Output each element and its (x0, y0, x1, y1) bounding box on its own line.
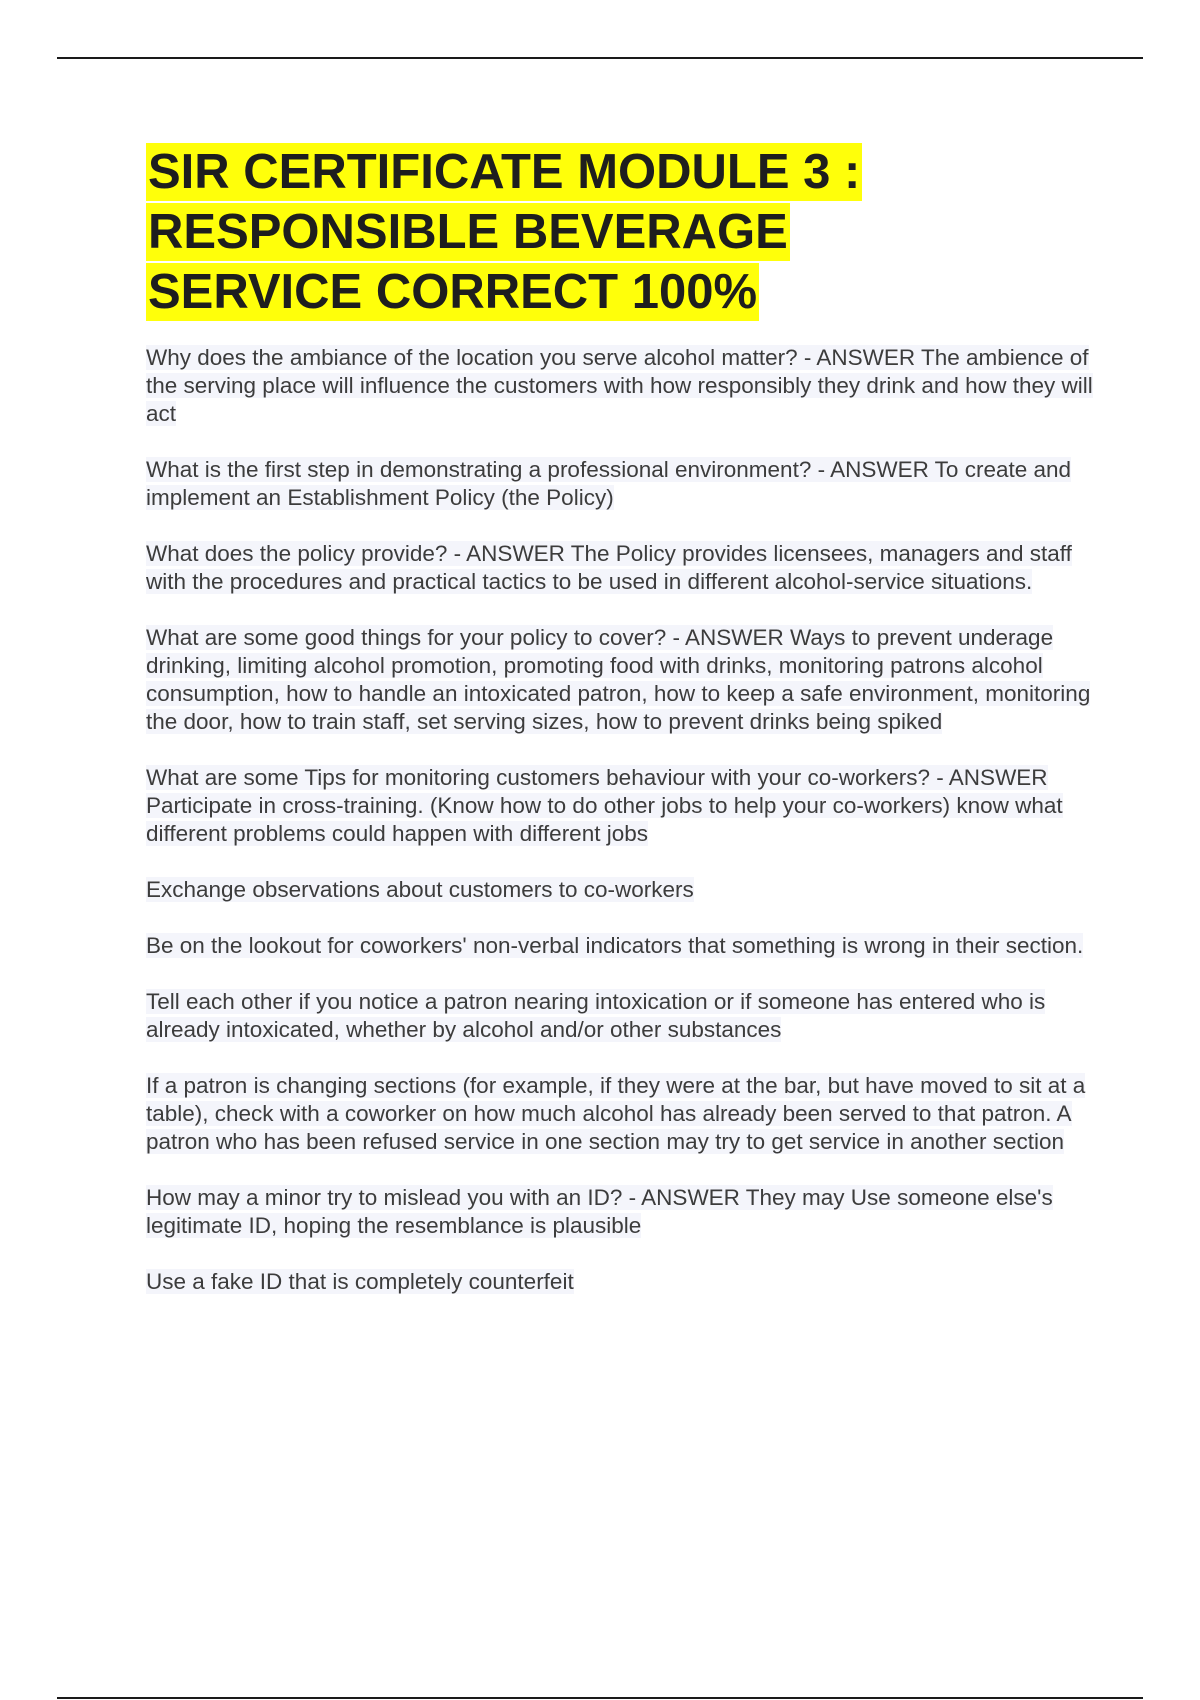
title-line-3: SERVICE CORRECT 100% (148, 265, 758, 319)
bottom-rule (57, 1697, 1143, 1699)
paragraph-fake-id (146, 1268, 1096, 1296)
paragraph-text: Use a fake ID that is completely counterfeit (146, 1269, 574, 1294)
paragraph-monitoring-tips (146, 764, 1096, 848)
paragraph-changing-sections (146, 1072, 1096, 1156)
paragraph-text: What is the first step in demonstrating a professional environment? - ANSWER To create and implement an Establishment Policy (the Policy) (146, 457, 1072, 510)
paragraph-tell-each-other (146, 988, 1096, 1044)
paragraph-policy-cover (146, 624, 1096, 736)
paragraph-text: Why does the ambiance of the location you serve alcohol matter? - ANSWER The ambience of the serving place will influence the customers with how responsibly they drink and how they will act (146, 345, 1093, 426)
paragraph-first-step (146, 456, 1096, 512)
paragraph-text: If a patron is changing sections (for example, if they were at the bar, but have moved to sit at a table), check with a coworker on how much alcohol has already been served to that patron. A patron who has been refused service in one section may try to get service in another section (146, 1073, 1086, 1154)
document-title (146, 142, 1096, 322)
paragraph-text: What does the policy provide? - ANSWER The Policy provides licensees, managers and staff with the procedures and practical tactics to be used in different alcohol-service situations. (146, 541, 1072, 594)
paragraph-ambiance (146, 344, 1096, 428)
document-body (146, 142, 1096, 1324)
qa-list (146, 344, 1096, 1296)
paragraph-exchange-observations (146, 876, 1096, 904)
paragraph-text: Exchange observations about customers to co-workers (146, 877, 694, 902)
paragraph-text: Tell each other if you notice a patron nearing intoxication or if someone has entered who is already intoxicated, whether by alcohol and/or other substances (146, 989, 1046, 1042)
top-rule (57, 57, 1143, 59)
paragraph-minor-id (146, 1184, 1096, 1240)
paragraph-text: What are some good things for your policy to cover? - ANSWER Ways to prevent underage drinking, limiting alcohol promotion, promoting food with drinks, monitoring patrons alcohol consumption, how to handle an intoxicated patron, how to keep a safe environment, monitoring the door, how to train staff, set serving sizes, how to prevent drinks being spiked (146, 625, 1091, 734)
paragraph-text: What are some Tips for monitoring customers behaviour with your co-workers? - ANSWER Participate in cross-training. (Know how to do other jobs to help your co-workers) know what different problems could happen with different jobs (146, 765, 1063, 846)
paragraph-lookout (146, 932, 1096, 960)
paragraph-policy-provide (146, 540, 1096, 596)
paragraph-text: Be on the lookout for coworkers' non-verbal indicators that something is wrong in their section. (146, 933, 1084, 958)
title-line-1: SIR CERTIFICATE MODULE 3 : (148, 145, 861, 199)
paragraph-text: How may a minor try to mislead you with an ID? - ANSWER They may Use someone else's legitimate ID, hoping the resemblance is plausible (146, 1185, 1053, 1238)
title-line-2: RESPONSIBLE BEVERAGE (148, 205, 788, 259)
